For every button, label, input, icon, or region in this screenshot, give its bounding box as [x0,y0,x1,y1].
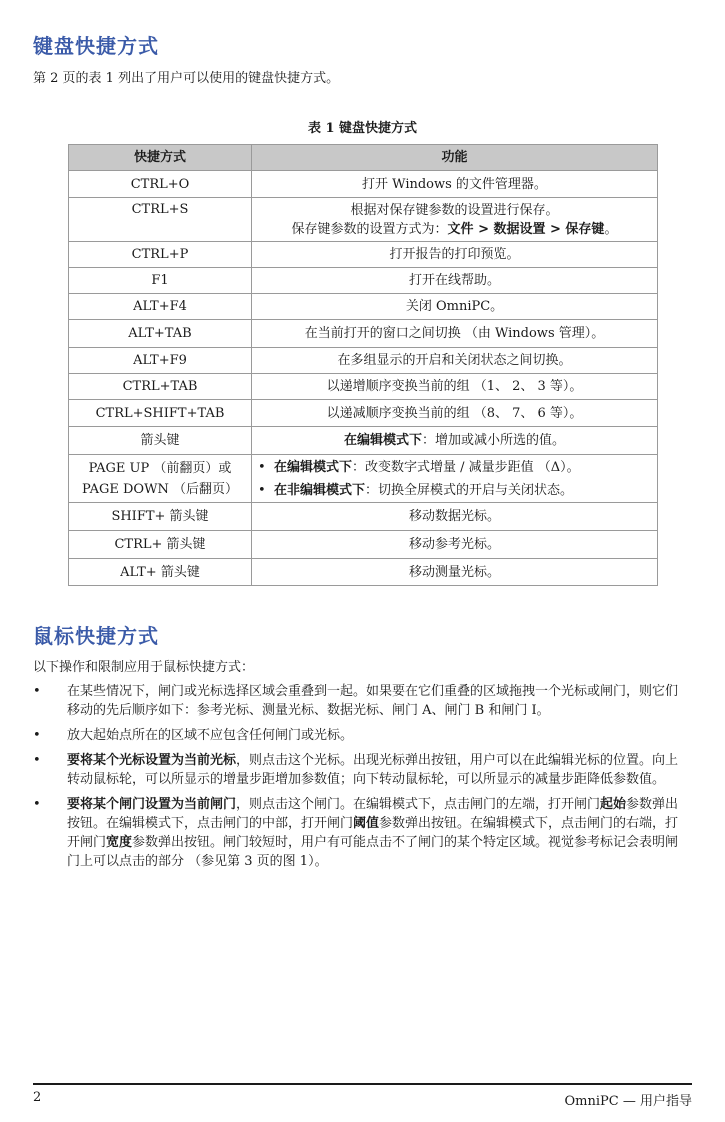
shortcut-function [252,455,658,503]
shortcut-key: CTRL+S [69,198,252,242]
shortcut-key: F1 [69,268,252,294]
header-shortcut: 快捷方式 [69,145,252,171]
shortcut-key: 箭头键 [69,427,252,455]
table-row [69,268,658,294]
key-line: PAGE UP （前翻页）或 [88,460,232,476]
shortcut-function: 移动测量光标。 [252,559,658,586]
item-bold: 阈值 [353,816,380,831]
table-caption: 表 1 键盘快捷方式 [307,121,418,136]
bullet-icon: • [33,753,41,768]
page-number: 2 [33,1090,42,1105]
item-bold: 起始 [600,797,627,812]
table-row [69,348,658,374]
bullet-item [258,479,651,502]
function-text: 保存键参数的设置方式为： [291,221,448,237]
function-bullets [258,456,651,502]
function-text: ：改变数字式增量 / 减量步距值 （Δ）。 [352,459,580,475]
table-row [69,320,658,348]
shortcut-key: CTRL+O [69,171,252,198]
key-line: PAGE DOWN （后翻页） [82,481,238,497]
bullet-item [258,456,651,479]
shortcut-function: 移动数据光标。 [252,503,658,531]
function-line [258,220,651,239]
item-text: 参数弹出按钮。在编辑模式下，点击闸门的右端，打开闸门 [67,816,679,850]
list-item [33,751,685,789]
shortcut-key: ALT+F4 [69,294,252,320]
mouse-shortcut-list [33,682,685,877]
table-row [69,503,658,531]
shortcut-table [68,144,658,586]
item-text: 参数弹出按钮。在编辑模式下，点击闸门的中部，打开闸门 [67,797,679,831]
shortcut-function: 在当前打开的窗口之间切换 （由 Windows 管理）。 [252,320,658,348]
table-row [69,242,658,268]
item-text: ，则点击这个闸门。在编辑模式下，点击闸门的左端，打开闸门 [236,797,601,812]
table-row [69,531,658,559]
footer-title: OmniPC — 用户指导 [564,1094,692,1109]
shortcut-key: ALT+F9 [69,348,252,374]
item-text: 在某些情况下，闸门或光标选择区域会重叠到一起。如果要在它们重叠的区域拖拽一个光标或闸门，则它们移动的先后顺序如下：参考光标、测量光标、数据光标、闸门 A、闸门 B 和闸门 I。 [67,684,679,718]
table-row [69,374,658,400]
bullet-icon: • [33,728,41,743]
table-row [69,559,658,586]
mode-label: 在编辑模式下 [274,459,353,475]
shortcut-function: 关闭 OmniPC。 [252,294,658,320]
table-row [69,400,658,427]
mouse-intro: 以下操作和限制应用于鼠标快捷方式： [33,660,255,675]
function-line: 根据对保存键参数的设置进行保存。 [350,202,559,218]
item-bold: 要将某个光标设置为当前光标 [67,753,237,768]
shortcut-key: SHIFT+ 箭头键 [69,503,252,531]
table-row [69,171,658,198]
shortcut-function [252,198,658,242]
shortcut-function: 打开报告的打印预览。 [252,242,658,268]
function-text: ：切换全屏模式的开启与关闭状态。 [365,482,574,498]
shortcut-key: ALT+ 箭头键 [69,559,252,586]
item-bold: 要将某个闸门设置为当前闸门 [67,797,237,812]
shortcut-function: 在多组显示的开启和关闭状态之间切换。 [252,348,658,374]
keyboard-intro: 第 2 页的表 1 列出了用户可以使用的键盘快捷方式。 [33,71,340,86]
section-title-mouse: 鼠标快捷方式 [33,624,159,648]
menu-path: 文件 > 数据设置 > 保存键 [447,221,605,237]
table-row [69,427,658,455]
list-item [33,682,685,720]
item-bold: 宽度 [106,835,133,850]
header-function: 功能 [252,145,658,171]
shortcut-function: 以递增顺序变换当前的组 （1、 2、 3 等）。 [252,374,658,400]
item-text: ，则点击这个光标。出现光标弹出按钮，用户可以在此编辑光标的位置。向上转动鼠标轮，可以所显示的增量步距增加参数值；向下转动鼠标轮，可以所显示的减量步距降低参数值。 [67,753,679,787]
mode-label: 在非编辑模式下 [274,482,366,498]
section-title-keyboard: 键盘快捷方式 [33,34,159,58]
table-row [69,455,658,503]
bullet-icon: • [33,684,41,699]
shortcut-function: 打开 Windows 的文件管理器。 [252,171,658,198]
shortcut-key [69,455,252,503]
list-item [33,795,685,871]
shortcut-function: 移动参考光标。 [252,531,658,559]
item-text: 参数弹出按钮。闸门较短时，用户有可能点击不了闸门的某个特定区域。视觉参考标记会表明闸门上可以点击的部分 （参见第 3 页的图 1）。 [67,835,679,869]
shortcut-key: CTRL+SHIFT+TAB [69,400,252,427]
table-row [69,198,658,242]
shortcut-key: CTRL+ 箭头键 [69,531,252,559]
function-text: 。 [604,221,618,237]
shortcut-function: 打开在线帮助。 [252,268,658,294]
shortcut-key: CTRL+P [69,242,252,268]
table-row [69,294,658,320]
bullet-icon: • [33,797,41,812]
shortcut-function [252,427,658,455]
item-text: 放大起始点所在的区域不应包含任何闸门或光标。 [67,728,354,743]
shortcut-key: ALT+TAB [69,320,252,348]
mode-label: 在编辑模式下 [343,433,422,448]
list-item [33,726,685,745]
function-text: ：增加或减小所选的值。 [422,433,566,448]
footer-rule [33,1083,692,1085]
table-header-row [69,145,658,171]
shortcut-key: CTRL+TAB [69,374,252,400]
shortcut-function: 以递减顺序变换当前的组 （8、 7、 6 等）。 [252,400,658,427]
